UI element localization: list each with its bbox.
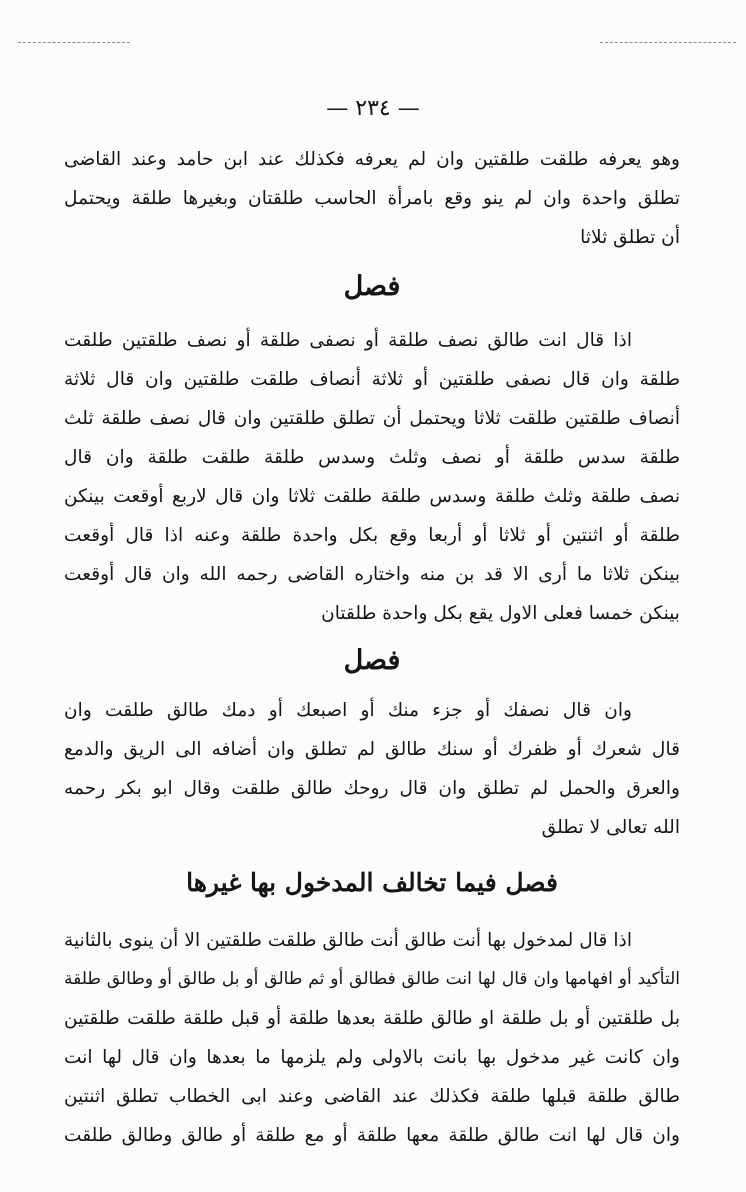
text-line: طلقة وان قال نصفى طلقتين أو ثلاثة أنصاف طلقت طلقتين وان قال ثلاثة (64, 369, 680, 390)
text-line: اذا قال لمدخول بها أنت طالق أنت طالق طلقت طلقتين الا أن ينوى بالثانية (64, 930, 632, 951)
text-line: وان كانت غير مدخول بها بانت بالاولى ولم يلزمها ما بعدها وان قال لها انت (64, 1047, 680, 1068)
text-line: طلقة أو اثنتين أو ثلاثا أو أربعا وقع بكل واحدة طلقة وعنه اذا قال أوقعت (64, 525, 680, 546)
text-line: طالق طلقة قبلها طلقة فكذلك عند القاضى وعند ابى الخطاب تطلق اثنتين (64, 1086, 680, 1107)
top-rule-right (600, 42, 736, 43)
text-line: بل طلقتين أو بل طلقة او طالق طلقة بعدها طلقة أو قبل طلقة طلقت طلقتين (64, 1008, 680, 1029)
text-line: بينكن خمسا فعلى الاول يقع بكل واحدة طلقتان (321, 603, 680, 624)
top-rule-left (18, 42, 130, 43)
text-line: والعرق والحمل لم تطلق وان قال روحك طالق طلقت وقال ابو بكر رحمه (64, 778, 680, 799)
section-heading: فصل فيما تخالف المدخول بها غيرها (186, 868, 558, 897)
text-line: تطلق واحدة وان لم ينو وقع بامرأة الحاسب طلقتان وبغيرها طلقة ويحتمل (64, 188, 680, 209)
section-heading: فصل (343, 645, 401, 676)
page-number: — ٢٣٤ — (326, 96, 420, 121)
text-line: وان قال لها انت طالق طلقة معها طلقة أو مع طلقة أو طالق وطالق طلقت (64, 1125, 680, 1146)
text-line: نصف طلقة وثلث طلقة وسدس طلقة طلقت ثلاثا وان قال لاربع أوقعت بينكن (64, 486, 680, 507)
text-line: بينكن ثلاثا ما أرى الا قد بن منه واختاره القاضى رحمه الله وان قال أوقعت (64, 564, 680, 585)
page-body (64, 140, 680, 1155)
text-line: وان قال نصفك أو جزء منك أو اصبعك أو دمك طالق طلقت وان (64, 700, 632, 721)
section-heading: فصل (343, 271, 401, 302)
text-line: أنصاف طلقتين طلقت ثلاثا ويحتمل أن تطلق طلقتين وان قال نصف طلقة ثلث (64, 408, 680, 429)
text-line: أن تطلق ثلاثا (580, 227, 680, 248)
text-line: قال شعرك أو ظفرك أو سنك طالق لم تطلق وان أضافه الى الريق والدمع (64, 739, 680, 760)
text-line: الله تعالى لا تطلق (541, 817, 680, 838)
text-line: وهو يعرفه طلقت طلقتين وان لم يعرفه فكذلك عند ابن حامد وعند القاضى (64, 149, 680, 170)
text-line: التأكيد أو افهامها وان قال لها انت طالق فطالق أو ثم طالق أو بل طالق أو وطالق طلقة (64, 969, 680, 989)
text-line: طلقة سدس طلقة أو نصف وثلث وسدس طلقة طلقت طلقة وان قال (64, 447, 680, 468)
text-line: اذا قال انت طالق نصف طلقة أو نصفى طلقة أو نصف طلقتين طلقت (64, 330, 632, 351)
